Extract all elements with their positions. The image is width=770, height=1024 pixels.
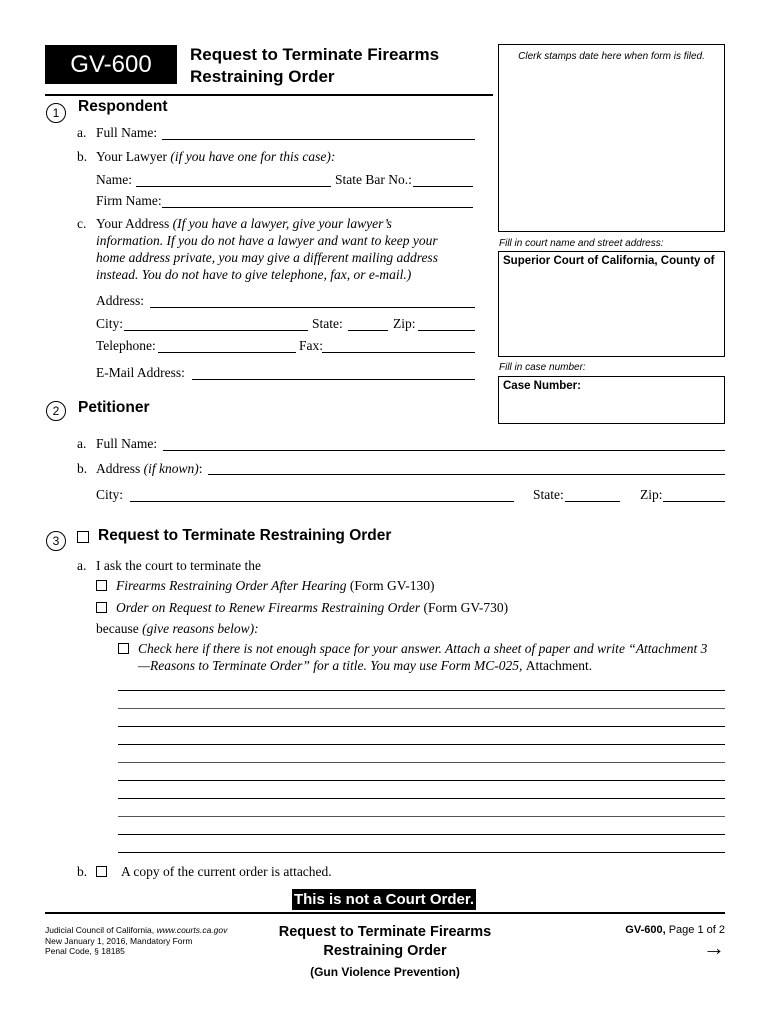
- petitioner-state-field[interactable]: [565, 501, 620, 502]
- state-bar-label: State Bar No.:: [335, 172, 412, 187]
- s2b-prefix: b.: [77, 461, 88, 476]
- header-rule: [45, 94, 493, 96]
- lawyer-label: Your Lawyer: [96, 149, 167, 164]
- reason-line-7[interactable]: [118, 798, 725, 799]
- reason-line-5[interactable]: [118, 762, 725, 763]
- reason-line-1[interactable]: [118, 690, 725, 691]
- s1b-label: [96, 148, 335, 165]
- reason-line-9[interactable]: [118, 834, 725, 835]
- section-3-title: Request to Terminate Restraining Order: [98, 527, 392, 544]
- s2a-label: Full Name:: [96, 436, 158, 451]
- footer-penal-code: Penal Code, § 18185: [45, 946, 125, 956]
- section-2-number: 2: [46, 401, 66, 421]
- option-gv130-label: [116, 577, 435, 594]
- your-address-label: Your Address: [96, 216, 170, 231]
- footer-title-line1: Request to Terminate Firearms: [278, 924, 492, 940]
- s1a-label: Full Name:: [96, 125, 158, 140]
- footer-rule: [45, 912, 725, 914]
- copy-attached-label: A copy of the current order is attached.: [121, 864, 332, 879]
- because-text: because: [96, 621, 139, 636]
- petitioner-address-colon: :: [198, 461, 203, 476]
- case-number-box[interactable]: [498, 376, 725, 424]
- respondent-zip-field[interactable]: [418, 330, 475, 331]
- form-title-line1: Request to Terminate Firearms: [190, 45, 440, 64]
- address-note-2: information. If you do not have a lawyer and want to keep your: [96, 233, 438, 248]
- reason-line-6[interactable]: [118, 780, 725, 781]
- because-note: (give reasons below):: [142, 621, 259, 636]
- address-note-1: (If you have a lawyer, give your lawyer’s: [172, 216, 392, 231]
- respondent-email-field[interactable]: [192, 379, 475, 380]
- not-court-order-banner: This is not a Court Order.: [293, 891, 475, 908]
- lawyer-name-label: Name:: [96, 172, 132, 187]
- section-1-number: 1: [46, 103, 66, 123]
- option-gv730-form: (Form GV-730): [423, 600, 509, 615]
- respondent-state-field[interactable]: [348, 330, 388, 331]
- petitioner-address-label: Address: [96, 461, 141, 476]
- address-note-3: home address private, you may give a different mailing address: [96, 250, 438, 265]
- reason-line-3[interactable]: [118, 726, 725, 727]
- footer-title: [250, 923, 520, 982]
- reason-line-10[interactable]: [118, 852, 725, 853]
- footer-page-number: Page 1 of 2: [668, 924, 725, 936]
- option-gv130-form: (Form GV-130): [349, 578, 435, 593]
- petitioner-address-field[interactable]: [208, 474, 725, 475]
- respondent-city-field[interactable]: [124, 330, 308, 331]
- header-rule-top: [45, 45, 177, 46]
- attachment-instructions: [138, 640, 707, 674]
- respondent-full-name-field[interactable]: [162, 139, 475, 140]
- s1a-prefix: a.: [77, 125, 87, 140]
- reason-line-2[interactable]: [118, 708, 725, 709]
- case-hint: Fill in case number:: [499, 362, 586, 373]
- s3a-text: I ask the court to terminate the: [96, 558, 261, 573]
- s1c-prefix: c.: [77, 216, 87, 231]
- petitioner-zip-label: Zip:: [640, 487, 663, 502]
- petitioner-city-field[interactable]: [130, 501, 514, 502]
- lawyer-name-field[interactable]: [136, 186, 331, 187]
- footer-form-id: GV-600,: [625, 924, 666, 936]
- section-2-title: Petitioner: [78, 399, 150, 416]
- option-gv130-checkbox[interactable]: [96, 580, 107, 591]
- footer-new-date: New January 1, 2016, Mandatory Form: [45, 935, 193, 946]
- respondent-address-field[interactable]: [150, 307, 475, 308]
- petitioner-city-label: City:: [96, 487, 124, 502]
- firm-name-label: Firm Name:: [96, 193, 162, 208]
- zip-label: Zip:: [393, 316, 416, 331]
- court-hint: Fill in court name and street address:: [499, 238, 664, 249]
- s1b-prefix: b.: [77, 149, 88, 164]
- email-label: E-Mail Address:: [96, 365, 185, 380]
- petitioner-zip-field[interactable]: [663, 501, 725, 502]
- attachment-line-2: —Reasons to Terminate Order” for a title. You may use Form MC-025,: [138, 658, 523, 673]
- address-note-4: instead. You do not have to give telephone, fax, or e-mail.): [96, 267, 412, 282]
- court-name-box[interactable]: [498, 251, 725, 357]
- case-number-label: Case Number:: [503, 380, 581, 392]
- court-name-label: Superior Court of California, County of: [503, 255, 715, 267]
- option-gv130-italic: Firearms Restraining Order After Hearing: [116, 578, 347, 593]
- council-site[interactable]: www.courts.ca.gov: [156, 925, 228, 935]
- attachment-checkbox[interactable]: [118, 643, 129, 654]
- form-id-badge: GV-600: [45, 46, 177, 84]
- next-page-arrow-icon: →: [703, 935, 725, 960]
- telephone-label: Telephone:: [96, 338, 156, 353]
- section-1-title: Respondent: [78, 98, 168, 115]
- section-3-checkbox[interactable]: [77, 531, 89, 543]
- option-gv730-italic: Order on Request to Renew Firearms Restraining Order: [116, 600, 421, 615]
- form-title: [190, 44, 439, 88]
- lawyer-note: (if you have one for this case):: [170, 149, 336, 164]
- respondent-telephone-field[interactable]: [158, 352, 296, 353]
- footer-title-line2: Restraining Order: [323, 943, 447, 959]
- option-gv730-checkbox[interactable]: [96, 602, 107, 613]
- footer-subtitle: (Gun Violence Prevention): [310, 965, 460, 979]
- s1c-text: [96, 215, 438, 283]
- reason-line-8[interactable]: [118, 816, 725, 817]
- fax-label: Fax:: [299, 338, 324, 353]
- copy-attached-checkbox[interactable]: [96, 866, 107, 877]
- section-3-number: 3: [46, 531, 66, 551]
- state-label: State:: [312, 316, 343, 331]
- attachment-line-2-end: Attachment.: [525, 658, 593, 673]
- s2a-prefix: a.: [77, 436, 87, 451]
- option-gv730-label: [116, 599, 508, 616]
- address-label: Address:: [96, 293, 144, 308]
- s3a-prefix: a.: [77, 558, 87, 573]
- clerk-stamp-box[interactable]: [498, 44, 725, 232]
- petitioner-address-note: (if known): [143, 461, 199, 476]
- petitioner-state-label: State:: [533, 487, 564, 502]
- city-label: City:: [96, 316, 124, 331]
- respondent-fax-field[interactable]: [322, 352, 475, 353]
- firm-name-field[interactable]: [162, 207, 473, 208]
- state-bar-field[interactable]: [413, 186, 473, 187]
- footer-meta: [45, 925, 227, 957]
- clerk-stamp-text: Clerk stamps date here when form is filed.: [518, 51, 705, 62]
- petitioner-full-name-field[interactable]: [163, 450, 725, 451]
- attachment-line-1: Check here if there is not enough space for your answer. Attach a sheet of paper and write “Attachment 3: [138, 641, 708, 656]
- reason-line-4[interactable]: [118, 744, 725, 745]
- s3b-prefix: b.: [77, 864, 88, 879]
- form-title-line2: Restraining Order: [190, 67, 335, 86]
- s2b-label: [96, 460, 203, 477]
- council-name: Judicial Council of California,: [45, 925, 155, 935]
- because-label: [96, 620, 259, 637]
